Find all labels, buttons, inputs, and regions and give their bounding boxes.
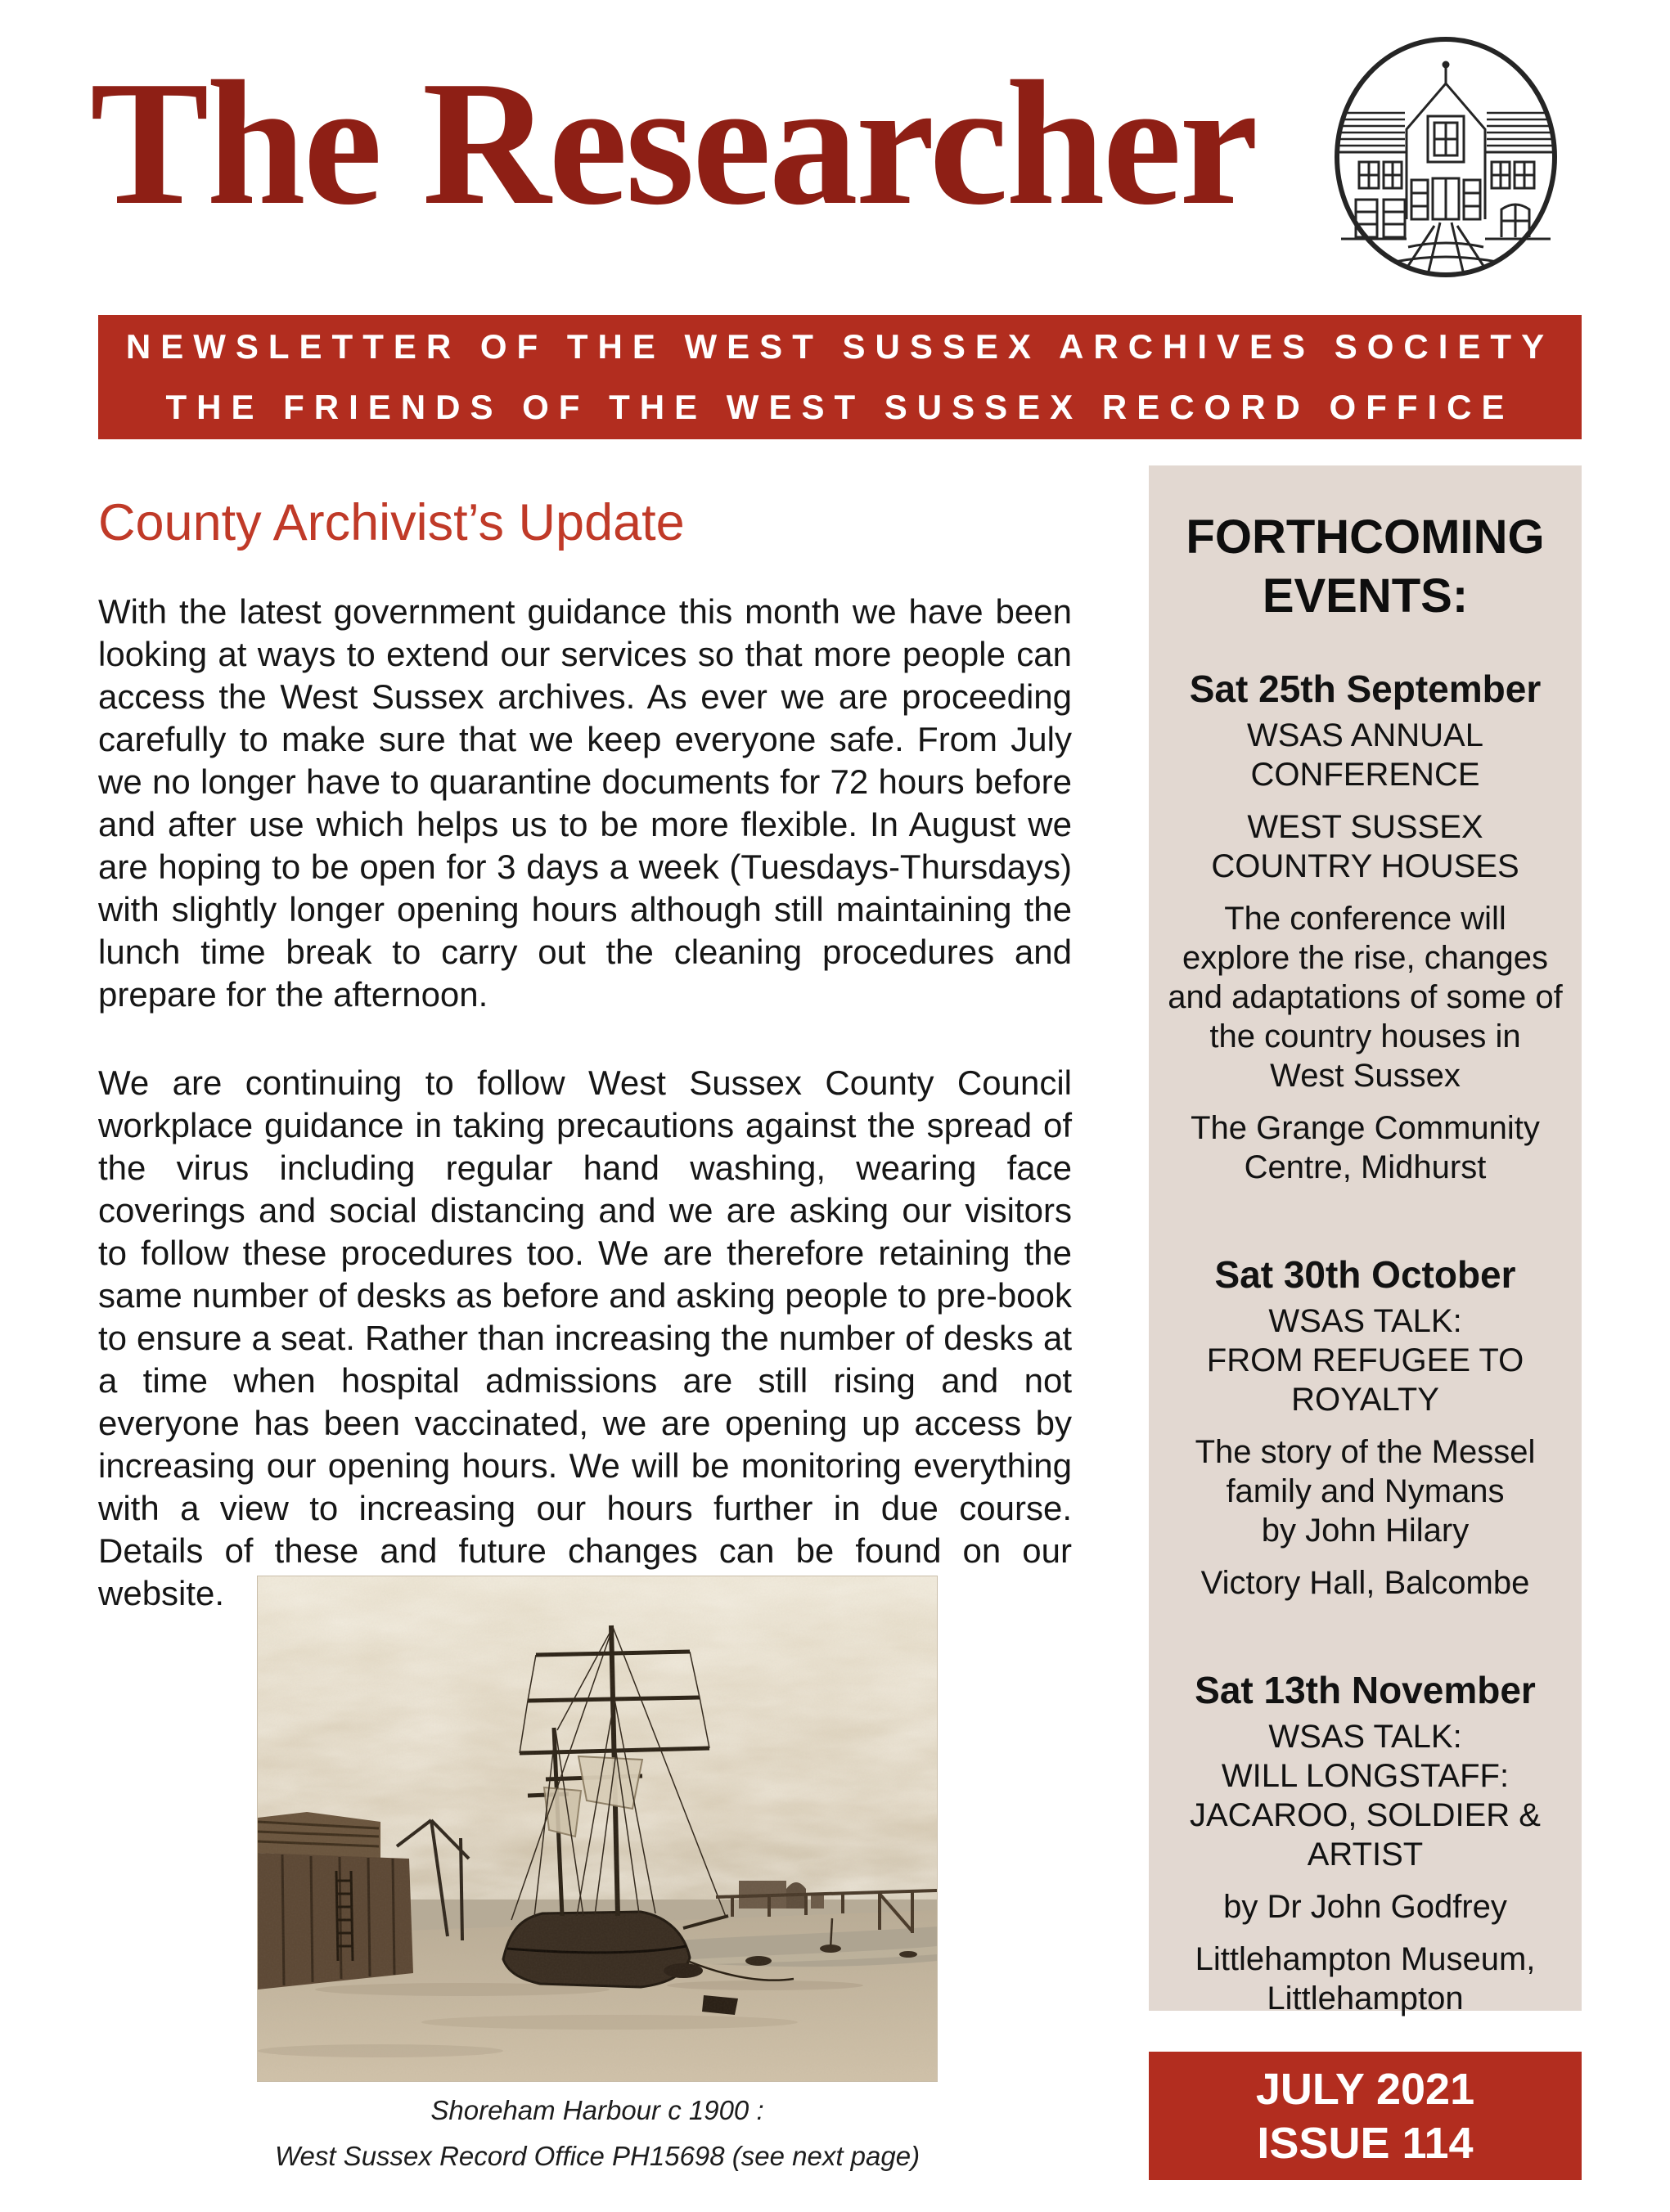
banner-line-1: NEWSLETTER OF THE WEST SUSSEX ARCHIVES SOCIETY [125, 327, 1555, 366]
event-date: Sat 13th November [1195, 1669, 1536, 1711]
photo-caption-line-1: Shoreham Harbour c 1900 : [430, 2095, 764, 2125]
article-heading: County Archivist’s Update [98, 494, 685, 551]
shoreham-harbour-photo [258, 1576, 937, 2081]
event-line: WSAS TALK: [1268, 1303, 1462, 1339]
article-paragraph-1: With the latest government guidance this month we have been looking at ways to extend our services so that more people can access the West Sussex archives. As ever we are proceeding carefully to make sure that we keep everyone safe. From July we no longer have to quarantine documents for 72 hours before and after use which helps us to be more flexible. In August we are hoping to be open for 3 days a week (Tuesdays-Thursdays) with slightly longer opening hours although still maintaining the lunch time break to carry out the cleaning procedures and prepare for the afternoon. [98, 592, 1072, 1014]
event-block [1167, 1887, 1564, 1927]
event-block [1167, 716, 1564, 794]
event-block [1167, 1302, 1564, 1419]
article-paragraph-2: We are continuing to follow West Sussex County Council workplace guidance in taking precautions against the spread of the virus including regular hand washing, wearing face coverings and social distancing and we are asking our visitors to follow these procedures too. We are therefore retaining the same number of desks as before and asking people to pre-book to ensure a seat. Rather than increasing the number of desks at a time when hospital admissions are still rising and not everyone has been vaccinated, we are opening up access by increasing our opening hours. We will be monitoring everything with a view to increasing our hours further in due course. Details of these and future changes can be found on our website. [98, 1063, 1072, 1612]
event-line: The Grange Community [1191, 1110, 1540, 1146]
event-line: Littlehampton Museum, [1195, 1941, 1536, 1977]
issue-box [1149, 2052, 1582, 2180]
issue-number: ISSUE 114 [1257, 2118, 1474, 2168]
event-line: CONFERENCE [1250, 757, 1480, 793]
event-line: WSAS ANNUAL [1247, 717, 1483, 753]
county-archivist-article [98, 491, 1072, 1615]
record-office-logo-icon [1331, 33, 1560, 278]
photo-caption [258, 2088, 937, 2179]
event [1167, 1252, 1564, 1603]
banner-line-2: THE FRIENDS OF THE WEST SUSSEX RECORD OFFICE [165, 388, 1515, 426]
event-date: Sat 30th October [1214, 1253, 1516, 1296]
event-block [1167, 1108, 1564, 1187]
event-line: ROYALTY [1291, 1382, 1439, 1418]
event-block [1167, 1717, 1564, 1874]
event-line: JACAROO, SOLDIER & [1190, 1797, 1541, 1833]
event-line: and adaptations of some of [1168, 979, 1563, 1015]
event-line: explore the rise, changes [1182, 940, 1548, 976]
event-block [1167, 1563, 1564, 1603]
event-line: FROM REFUGEE TO [1206, 1342, 1524, 1378]
event [1167, 667, 1564, 1187]
event-line: COUNTRY HOUSES [1211, 848, 1519, 884]
event-block [1167, 899, 1564, 1095]
event-line: WSAS TALK: [1268, 1719, 1462, 1755]
society-banner [98, 315, 1582, 439]
event-line: WEST SUSSEX [1247, 809, 1483, 845]
events-heading: FORTHCOMING EVENTS: [1186, 510, 1545, 623]
event-block [1167, 807, 1564, 886]
events-sidebar [1149, 465, 1582, 2016]
event-line: Victory Hall, Balcombe [1200, 1565, 1530, 1601]
event-line: ARTIST [1307, 1837, 1424, 1873]
event-block [1167, 1432, 1564, 1550]
issue-month: JULY 2021 [1255, 2064, 1475, 2114]
event-line: The story of the Messel [1195, 1434, 1536, 1470]
event-date: Sat 25th September [1189, 668, 1542, 710]
event-line: by John Hilary [1261, 1513, 1470, 1549]
event-line: The conference will [1224, 901, 1506, 937]
event-line: WILL LONGSTAFF: [1221, 1758, 1510, 1794]
events-list [1167, 667, 1564, 2018]
event-line: by Dr John Godfrey [1223, 1889, 1507, 1925]
event-line: Centre, Midhurst [1244, 1149, 1487, 1185]
event-line: family and Nymans [1226, 1473, 1505, 1509]
event-line: Littlehampton [1267, 1980, 1464, 2016]
event-line: the country houses in [1209, 1018, 1521, 1054]
event-block [1167, 1940, 1564, 2018]
event-line: West Sussex [1270, 1058, 1461, 1094]
masthead-title: The Researcher [90, 45, 1257, 242]
photo-caption-line-2: West Sussex Record Office PH15698 (see next page) [274, 2141, 921, 2171]
event [1167, 1668, 1564, 2018]
